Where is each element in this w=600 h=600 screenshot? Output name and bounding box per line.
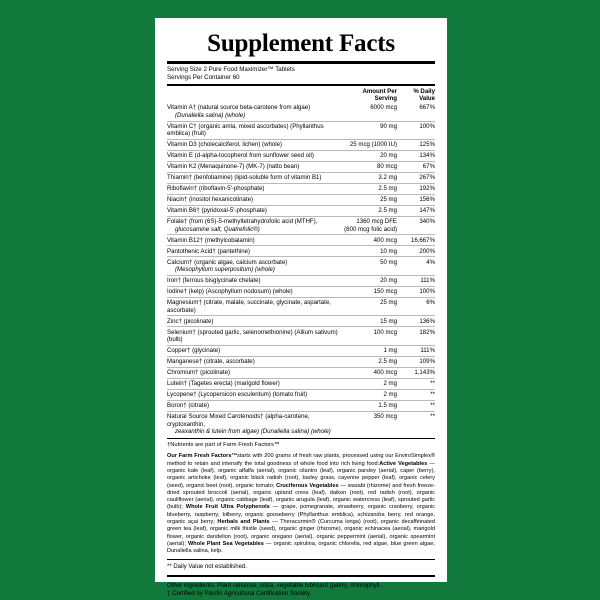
nutrient-daily-value: 182% <box>397 327 435 346</box>
nutrient-daily-value: 1,143% <box>397 367 435 378</box>
column-header-dv: % Daily Value <box>413 88 435 102</box>
nutrient-amount: 2 mg <box>339 389 397 400</box>
nutrient-daily-value: 111% <box>397 275 435 286</box>
table-row <box>167 246 435 257</box>
nutrient-name: Calcium† (organic algae, calcium ascorbate) (Mesophyllum superpositum) (whole) <box>167 257 339 276</box>
table-row <box>167 216 435 235</box>
nutrient-name: Selenium† (sprouted garlic, selenomethionine) (Allium sativum) (bulb) <box>167 327 339 346</box>
blurb-lead: Our Farm Fresh Factors™ <box>167 453 238 460</box>
nutrient-daily-value: ** <box>430 413 435 420</box>
nutrient-amount: 90 mg <box>339 121 397 140</box>
nutrient-name: Iodine† (kelp) (Ascophyllum nodosum) (whole) <box>167 286 339 297</box>
nutrient-daily-value: 6% <box>397 297 435 316</box>
divider-thin-after-table <box>167 438 435 439</box>
nutrient-amount: 400 mcg <box>339 235 397 246</box>
nutrient-daily-value: 267% <box>397 173 435 184</box>
nutrient-name: Niacin† (inositol hexanicotinate) <box>167 194 339 205</box>
nutrition-table <box>167 88 435 437</box>
table-row <box>167 356 435 367</box>
blurb-segment-heading: Cruciferous Vegetables <box>276 482 339 489</box>
blurb-segment-text: — organic spirulina, organic chlorella, red algae, blue green algae, Dunaliella salina, kelp. <box>167 540 435 555</box>
nutrient-daily-value: 125% <box>397 140 435 151</box>
supplement-facts-panel <box>155 18 447 597</box>
nutrient-amount: 1.5 mg <box>339 400 397 411</box>
nutrient-name: Vitamin K2 (Menaquinone-7) (MK-7) (natto bean) <box>167 162 339 173</box>
nutrient-daily-value: 100% <box>397 121 435 140</box>
divider-med-header <box>167 84 435 86</box>
nutrient-name: Natural Source Mixed Carotenoids† (alpha-carotene, cryptoxanthin, zeaxanthin & lutein from algae) (Dunaliella salina) (whole) <box>167 411 339 437</box>
nutrient-amount: 25 mg <box>339 194 397 205</box>
nutrient-daily-value: 340% <box>397 216 435 235</box>
farm-fresh-factors-blurb <box>167 451 435 557</box>
nutrient-name: Magnesium† (citrate, malate, succinate, glycinate, aspartate, ascorbate) <box>167 297 339 316</box>
nutrient-daily-value: 156% <box>397 194 435 205</box>
nutrient-name: Iron† (ferrous bisglycinate chelate) <box>167 275 339 286</box>
blurb-segment-heading: Active Vegetables <box>379 460 428 467</box>
nutrient-daily-value: 16,667% <box>397 235 435 246</box>
blurb-segment-text: — organic kale (leaf), organic alfalfa (aerial), organic cilantro (leaf), organic parsley (aerial), caper (berry), organic artichoke (leaf), organic black radish (root), barley grass, cayenne pepper (leaf), organic celery (seed), organic beet (root), organic tomato; <box>167 460 435 489</box>
table-row <box>167 327 435 346</box>
nutrient-amount: 80 mcg <box>339 162 397 173</box>
table-row <box>167 389 435 400</box>
certification-note: ‡ Certified by Pacific Agricultural Certification Society. <box>167 589 312 597</box>
nutrient-name: Vitamin E (d-alpha-tocopherol from sunflower seed oil) <box>167 151 339 162</box>
blurb-segments <box>167 461 435 555</box>
nutrient-amount: 3.2 mg <box>339 173 397 184</box>
daily-value-note: ** Daily Value not established. <box>167 563 247 570</box>
column-header-nutrient <box>167 88 339 103</box>
table-row <box>167 400 435 411</box>
nutrient-amount: 2.5 mg <box>339 184 397 195</box>
nutrient-amount: 350 mcg <box>373 413 397 420</box>
nutrient-name: Lutein† (Tagetes erecta) (marigold flower) <box>167 378 339 389</box>
nutrient-amount: 2.5 mg <box>339 205 397 216</box>
table-row <box>167 162 435 173</box>
nutrient-amount: 15 mg <box>339 316 397 327</box>
nutrient-subtext: zeaxanthin & lutein from algae) (Dunaliella salina) (whole) <box>175 428 331 436</box>
nutrient-amount: 100 mcg <box>339 327 397 346</box>
nutrient-amount: 25 mg <box>339 297 397 316</box>
nutrient-subtext: (Mesophyllum superpositum) (whole) <box>175 266 275 274</box>
blurb-segment-heading: Whole Plant Sea Vegetables <box>188 540 264 547</box>
nutrient-amount: 2 mg <box>339 378 397 389</box>
nutrient-name: Vitamin A† (natural source beta-carotene from algae) (Dunaliella salina) (whole) <box>167 103 339 121</box>
nutrient-daily-value: 200% <box>397 246 435 257</box>
nutrient-amount: 6000 mcg <box>339 103 397 121</box>
other-ingredients: Other ingredients: Plant cellulose, silica, vegetable lubricant (palm), chlorophyll. <box>167 581 382 589</box>
nutrient-daily-value: 667% <box>397 103 435 121</box>
nutrient-name: Riboflavin† (riboflavin-5'-phosphate) <box>167 184 339 195</box>
divider-thick-top <box>167 61 435 64</box>
nutrient-name: Boron† (citrate) <box>167 400 339 411</box>
table-row <box>167 286 435 297</box>
nutrient-daily-value: 111% <box>397 346 435 357</box>
table-row <box>167 257 435 276</box>
table-row <box>167 297 435 316</box>
table-row <box>167 184 435 195</box>
blurb-segment-text: — Theracurmin® (Curcuma longa) (root), organic decaffeinated green tea (leaf), organic milk thistle (seed), organic ginger (rhizome), organic echinacea (aerial), marigold flower, organic dandelion (root), organic oregano (aerial), organic peppermint (aerial), organic spearmint (aerial); <box>167 519 435 547</box>
nutrient-daily-value: 100% <box>397 286 435 297</box>
blurb-segment-text: — wasabi (rhizome) and fresh freeze-dried sprouted broccoli (aerial), organic upland cress (leaf), daikon (root), red radish (root), organic cauliflower (aerial), organic cabbage (leaf), organic arugula (leaf), organic watercress (leaf), sprouted garlic (bulb); <box>167 482 435 511</box>
table-row <box>167 121 435 140</box>
nutrient-daily-value: 147% <box>397 205 435 216</box>
blurb-segment-text: — grape, pomegranate, strawberry, organic cranberry, organic blueberry, raspberry, bilberry, organic gooseberry (Phyllanthus emblica), schizandra berry, red orange, organic açai berry; <box>167 504 435 526</box>
column-header-amount: Amount Per Serving <box>362 88 397 102</box>
nutrient-amount: 20 mg <box>339 151 397 162</box>
nutrient-daily-value: ** <box>397 389 435 400</box>
nutrient-name: Vitamin B12† (methylcobalamin) <box>167 235 339 246</box>
table-row <box>167 151 435 162</box>
nutrient-amount: 400 mcg <box>339 367 397 378</box>
nutrient-daily-value: 109% <box>397 356 435 367</box>
nutrient-daily-value: 134% <box>397 151 435 162</box>
nutrient-name: Vitamin B6† (pyridoxal-5'-phosphate) <box>167 205 339 216</box>
nutrient-name: Lycopene† (Lycopersicon esculentum) (tomato fruit) <box>167 389 339 400</box>
nutrient-amount: 1 mg <box>339 346 397 357</box>
serving-size: Serving Size 2 Pure Food Maximizer™ Tablets <box>167 66 295 73</box>
nutrient-daily-value: 67% <box>397 162 435 173</box>
table-row <box>167 316 435 327</box>
table-row <box>167 275 435 286</box>
divider-med-bottom <box>167 575 435 577</box>
table-row <box>167 103 435 121</box>
nutrient-amount: 2.5 mg <box>339 356 397 367</box>
page-title: Supplement Facts <box>207 30 395 57</box>
nutrient-amount: 50 mg <box>339 257 397 276</box>
table-row <box>167 346 435 357</box>
servings-per-container: Servings Per Container 60 <box>167 74 240 81</box>
table-row <box>167 235 435 246</box>
blurb-segment-heading: Herbals and Plants <box>217 519 270 526</box>
nutrient-name: Copper† (glycinate) <box>167 346 339 357</box>
nutrient-name: Folate† (from (6S)-5-methyltetrahydrofolic acid (MTHF), glucosamine salt, Quatrefolic®) <box>167 216 339 235</box>
nutrient-daily-value: 192% <box>397 184 435 195</box>
nutrient-amount: 20 mg <box>339 275 397 286</box>
table-row <box>167 378 435 389</box>
nutrition-table-body <box>167 103 435 437</box>
table-row <box>167 411 435 437</box>
dagger-note: †Nutrients are part of Farm Fresh Factors™ <box>167 441 280 448</box>
divider-thin-after-blurb <box>167 559 435 560</box>
nutrient-subtext: glucosamine salt, Quatrefolic®) <box>175 225 260 233</box>
nutrient-daily-value: ** <box>397 378 435 389</box>
nutrient-daily-value: ** <box>397 400 435 411</box>
table-row <box>167 205 435 216</box>
nutrition-table-head <box>167 88 435 103</box>
table-row <box>167 173 435 184</box>
nutrient-amount: 150 mcg <box>339 286 397 297</box>
nutrient-subtext: (Dunaliella salina) (whole) <box>175 111 246 119</box>
table-row <box>167 194 435 205</box>
nutrient-name: Chromium† (picolinate) <box>167 367 339 378</box>
nutrient-name: Vitamin C† (organic amla, mixed ascorbates) (Phyllanthus emblica) (fruit) <box>167 121 339 140</box>
nutrient-amount: 10 mg <box>339 246 397 257</box>
blurb-segment-heading: Whole Fruit Ultra Polyphenols <box>185 504 270 511</box>
nutrient-daily-value: 4% <box>397 257 435 276</box>
blurb-intro: starts with 200 grams of fresh raw plants, processed using our EnviroSimplex® method to retain and intensify the total goodness of whole food into rich living food: <box>167 453 435 467</box>
nutrient-amount: 25 mcg (1000 IU) <box>339 140 397 151</box>
nutrient-name: Zinc† (picolinate) <box>167 316 339 327</box>
nutrient-name: Pantothenic Acid† (pantethine) <box>167 246 339 257</box>
nutrient-name: Thiamin† (benfotiamine) (lipid-soluble form of vitamin B1) <box>167 173 339 184</box>
table-row <box>167 367 435 378</box>
table-row <box>167 140 435 151</box>
nutrient-name: Vitamin D3 (cholecalciferol, lichen) (whole) <box>167 140 339 151</box>
nutrient-daily-value: 136% <box>397 316 435 327</box>
table-header-row <box>167 88 435 103</box>
nutrient-amount: 1360 mcg DFE (800 mcg folic acid) <box>339 216 397 235</box>
nutrient-name: Manganese† (citrate, ascorbate) <box>167 356 339 367</box>
